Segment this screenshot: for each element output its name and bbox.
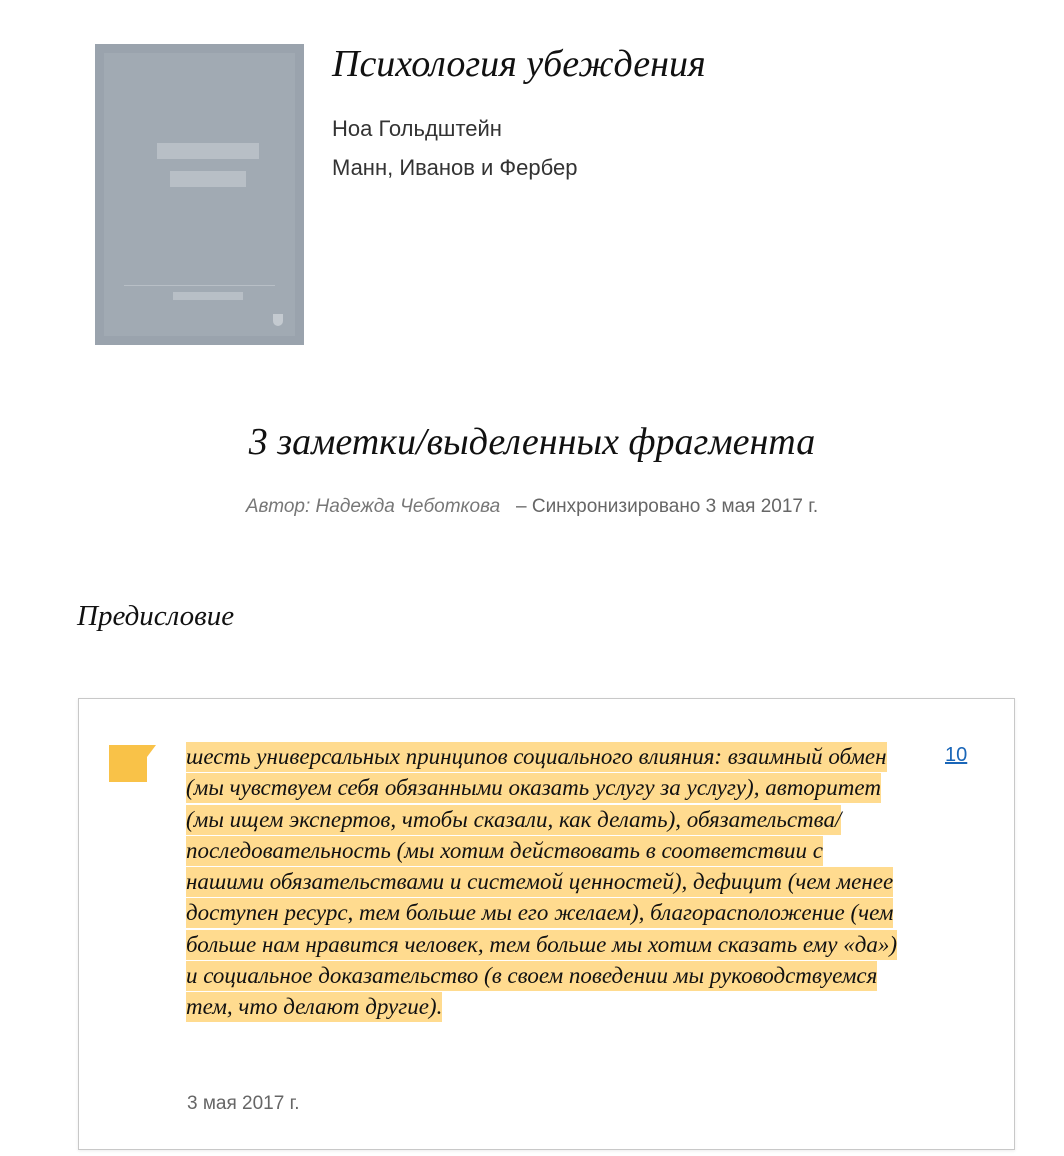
author-label: Автор:: [245, 496, 311, 517]
book-publisher: Манн, Иванов и Фербер: [332, 155, 578, 180]
highlight-flag-icon: [109, 745, 156, 782]
note-card: [78, 698, 1015, 1150]
book-cover: [95, 44, 304, 345]
cover-author-placeholder: [173, 292, 243, 300]
book-author: Ноа Гольдштейн: [332, 116, 502, 141]
author-name: Надежда Чеботкова: [315, 496, 501, 517]
publisher-logo-icon: [273, 314, 283, 326]
note-date: 3 мая 2017 г.: [187, 1093, 300, 1114]
location-link[interactable]: 10: [945, 744, 968, 766]
book-cover-inner: [104, 53, 295, 336]
section-heading: Предисловие: [77, 600, 235, 632]
cover-divider: [124, 285, 275, 286]
highlight-text-content: шесть универсальных принципов социального влияния: взаимный обмен (мы чувствуем себя обязанными оказать услугу за услугу), авторитет (мы ищем экспертов, чтобы сказали, как делать), обязательства/последовательность (мы хотим действовать в соответствии с нашими обязательствами и системой ценностей), дефицит (чем менее доступен ресурс, тем больше мы его желаем), благорасположение (чем больше нам нравится человек, тем больше мы хотим сказать ему «да») и социальное доказательство (в своем поведении мы руководствуемся тем, что делают другие).: [186, 742, 897, 1022]
export-meta-line: [0, 496, 1064, 518]
cover-subtitle-placeholder: [170, 171, 246, 187]
book-title: Психология убеждения: [332, 43, 706, 85]
notes-count-heading: 3 заметки/выделенных фрагмента: [248, 421, 816, 463]
sync-status: – Синхронизировано 3 мая 2017 г.: [516, 496, 819, 517]
highlight-text: [186, 741, 906, 1023]
cover-title-placeholder: [157, 143, 259, 159]
